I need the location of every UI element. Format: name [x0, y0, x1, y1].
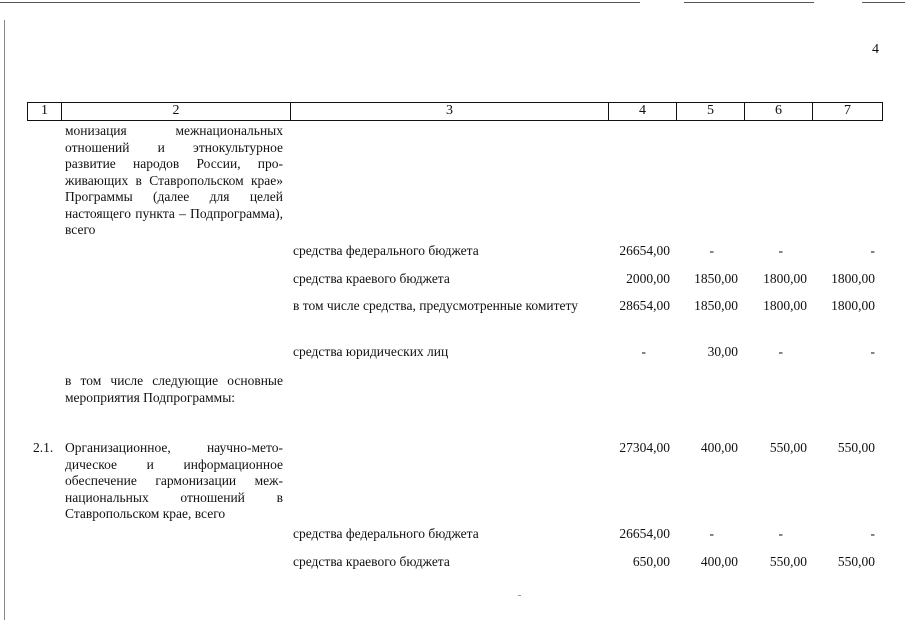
top-edge-line [0, 2, 640, 3]
value-col-4: - [641, 344, 646, 359]
header-col-3: 3 [446, 103, 453, 118]
value-col-4: 27304,00 [619, 440, 670, 455]
table-header-row [27, 102, 883, 121]
header-col-6: 6 [775, 103, 782, 118]
top-edge-line [684, 2, 814, 3]
top-edge-line [862, 2, 905, 3]
value-col-6: - [778, 526, 783, 541]
funding-source: средства федерального бюджета [293, 526, 479, 541]
value-col-6: - [778, 243, 783, 258]
activities-intro: в том числе следующие основные мероприятия Подпрограммы: [65, 373, 283, 405]
header-col-1: 1 [41, 103, 48, 118]
value-col-4: 26654,00 [619, 526, 670, 541]
header-col-2: 2 [172, 103, 180, 118]
funding-source: средства юридических лиц [293, 344, 449, 359]
value-col-6: - [778, 344, 783, 359]
subprogram-description: монизация межнациональных отношений и этнокультурное развитие народов России, проживающих в Ставропольском крае» Программы (далее для целей настоящего пункта – Подпрограмма), всего [65, 123, 283, 237]
header-col-4: 4 [639, 103, 646, 118]
value-col-4: 2000,00 [626, 271, 670, 286]
value-col-5: - [709, 243, 714, 258]
page-edge [4, 20, 5, 620]
value-col-4: 26654,00 [619, 243, 670, 258]
funding-source: средства федерального бюджета [293, 243, 479, 258]
value-col-4: 28654,00 [619, 298, 670, 313]
value-col-5: 400,00 [700, 554, 738, 569]
header-col-7: 7 [844, 103, 851, 118]
item-number: 2.1. [33, 440, 54, 455]
value-col-7: 550,00 [837, 440, 875, 455]
scan-speck [518, 595, 521, 596]
value-col-5: 30,00 [707, 344, 738, 359]
value-col-6: 550,00 [769, 554, 807, 569]
page-number: 4 [872, 42, 879, 57]
value-col-5: 1850,00 [694, 298, 738, 313]
value-col-6: 1800,00 [763, 271, 807, 286]
value-col-4: 650,00 [632, 554, 670, 569]
value-col-7: 550,00 [837, 554, 875, 569]
value-col-7: - [870, 344, 875, 359]
value-col-7: 1800,00 [831, 298, 875, 313]
funding-source: средства краевого бюджета [293, 271, 450, 286]
funding-source: в том числе средства, предусмотренные комитету [293, 298, 578, 313]
value-col-5: - [709, 526, 714, 541]
item-description: Организационное, научно-методическое и информационное обеспечение гармонизации межнациональных отношений в Ставропольском крае, всего [65, 440, 283, 521]
value-col-7: 1800,00 [831, 271, 875, 286]
value-col-5: 400,00 [700, 440, 738, 455]
value-col-6: 550,00 [769, 440, 807, 455]
value-col-7: - [870, 243, 875, 258]
value-col-6: 1800,00 [763, 298, 807, 313]
value-col-5: 1850,00 [694, 271, 738, 286]
funding-source: средства краевого бюджета [293, 554, 450, 569]
header-col-5: 5 [707, 103, 714, 118]
value-col-7: - [870, 526, 875, 541]
